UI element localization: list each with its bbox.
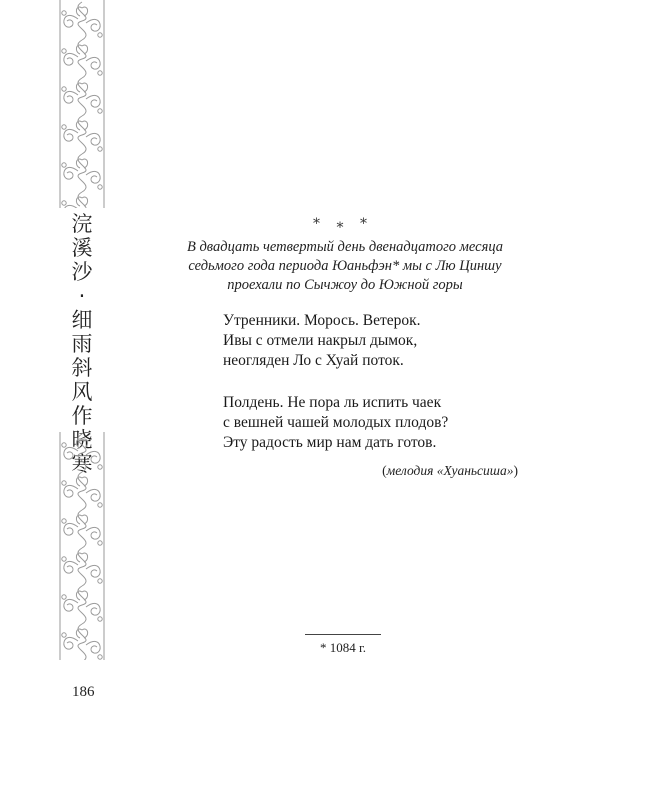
title-char: ·	[78, 284, 86, 308]
title-char: 斜	[71, 356, 93, 380]
epigraph-line: седьмого года периода Юаньфэн* мы с Лю Циншу	[188, 258, 502, 274]
melody-name: мелодия «Хуаньсиша»	[386, 463, 514, 478]
poem-line: Ивы с отмели накрыл дымок,	[223, 332, 418, 349]
title-char: 晓	[71, 428, 93, 452]
asterisk: *	[336, 220, 350, 236]
page-number: 186	[72, 684, 95, 700]
title-char: 风	[71, 380, 93, 404]
poem-stanza-2	[223, 393, 543, 453]
title-char: 寒	[71, 452, 93, 476]
title-char: 沙	[71, 260, 93, 284]
title-char: 作	[71, 404, 93, 428]
epigraph-line: проехали по Сычжоу до Южной горы	[227, 277, 463, 293]
poem-epigraph	[150, 238, 540, 295]
poem-line: неогляден Ло с Хуай поток.	[223, 352, 404, 369]
asterisk: *	[313, 216, 327, 232]
poem-stanza-1	[223, 311, 543, 371]
decorative-border-top	[58, 0, 106, 208]
section-asterisks	[300, 216, 386, 236]
melody-paren-open: (	[382, 463, 387, 478]
footnote-rule	[305, 634, 381, 635]
poem-line: Полдень. Не пора ль испить чаек	[223, 394, 442, 411]
footnote: * 1084 г.	[319, 640, 367, 655]
epigraph-line: В двадцать четвертый день двенадцатого месяца	[186, 239, 504, 255]
decorative-border-bottom	[58, 432, 106, 660]
title-char: 细	[71, 308, 93, 332]
melody-paren-close: )	[513, 463, 518, 478]
title-char: 雨	[71, 332, 93, 356]
poem-line: с вешней чашей молодых плодов?	[223, 414, 449, 431]
asterisk: *	[359, 216, 373, 232]
title-char: 浣	[71, 212, 93, 236]
melody-note	[300, 463, 518, 479]
poem-line: Утренники. Морось. Ветерок.	[223, 312, 421, 329]
poem-line: Эту радость мир нам дать готов.	[223, 434, 437, 451]
title-char: 溪	[71, 236, 93, 260]
